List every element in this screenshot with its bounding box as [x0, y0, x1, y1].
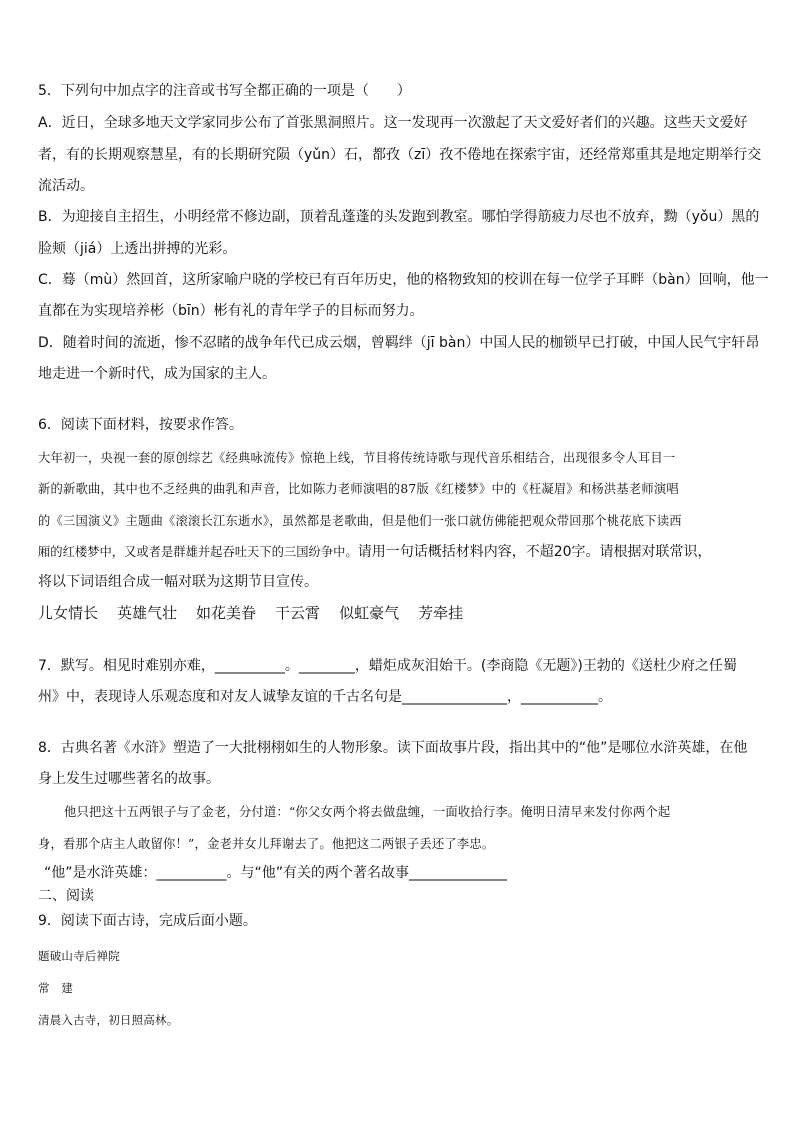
q5-option-a-line1: A．近日，全球多地天文学家同步公布了首张黑洞照片。这一发现再一次激起了天文爱好者们的兴趣。这些天文爱好	[38, 115, 748, 131]
q5-option-d-line1: D．随着时间的流逝，惨不忍睹的战争年代已成云烟，曾羁绊（jī bàn）中国人民的枷锁早已打破，中国人民气宇轩昂	[38, 335, 760, 351]
q5-option-b-line1: B．为迎接自主招生，小明经常不修边副，顶着乱蓬蓬的头发跑到教室。哪怕学得筋疲力尽也不放弃，黝（yǒu）黑的	[38, 209, 760, 225]
answer-blank: ________	[298, 658, 355, 674]
word-option: 如花美眷	[196, 604, 257, 622]
word-option: 干云霄	[275, 604, 321, 622]
q8-stem-line1: 8．古典名著《水浒》塑造了一大批栩栩如生的人物形象。读下面故事片段，指出其中的“他”是哪位水浒英雄，在他	[38, 740, 748, 756]
q5-stem: 5．下列句中加点字的注音或书写全都正确的一项是（ ）	[38, 83, 411, 99]
q8-text: 。与“他”有关的两个著名故事	[226, 865, 410, 881]
section-heading: 二、阅读	[38, 888, 94, 904]
q7-text: 7．默写。相见时难别亦难，	[38, 658, 215, 674]
q7-text: 。	[284, 658, 299, 674]
answer-blank: ______________	[409, 865, 508, 881]
word-option: 芳牵挂	[418, 604, 464, 622]
poem-title: 题破山寺后禅院	[38, 949, 120, 963]
answer-blank: _______________	[402, 689, 507, 705]
q7-line2	[38, 688, 758, 706]
q7-text: ，	[507, 689, 521, 705]
q5-option-c-line2: 直都在为实现培养彬（bīn）彬有礼的青年学子的目标而努力。	[38, 303, 424, 319]
answer-blank: ___________	[521, 689, 598, 705]
word-option: 英雄气壮	[117, 604, 178, 622]
q5-option-a-line3: 流活动。	[38, 178, 94, 194]
q8-excerpt-line2: 身，看那个店主人敢留你！”，金老并女儿拜谢去了。他把这二两银子丢还了李忠。	[38, 837, 495, 851]
q6-material-line1: 大年初一，央视一套的原创综艺《经典咏流传》惊艳上线，节目将传统诗歌与现代音乐相结合，出现很多令人耳目一	[38, 451, 676, 465]
poem-line: 清晨入古寺，初日照高林。	[38, 1013, 179, 1027]
q6-material-line3: 的《三国演义》主题曲《滚滚长江东逝水》，虽然都是老歌曲，但是他们一张口就仿佛能把观众带回那个桃花底下读西	[38, 514, 682, 528]
q6-instruction-line2: 将以下词语组合成一幅对联为这期节目宣传。	[38, 574, 318, 590]
answer-blank: __________	[156, 865, 227, 881]
q6-instruction: 请用一句话概括材料内容，不超20字。请根据对联常识，	[357, 544, 712, 560]
word-option: 似虹豪气	[339, 604, 400, 622]
q7-text: ，蜡炬成灰泪始干。(李商隐《无题》)王勃的《送杜少府之任蜀	[354, 658, 737, 674]
q8-excerpt-line1: 他只把这十五两银子与了金老，分付道：“你父女两个将去做盘缠，一面收拾行李。俺明日清早来发付你两个起	[64, 805, 671, 819]
q5-option-b-line2: 脸颊（jiá）上透出拼搏的光彩。	[38, 241, 237, 257]
q8-answer-line	[44, 864, 758, 882]
q8-stem-line2: 身上发生过哪些著名的故事。	[38, 771, 220, 787]
answer-blank: __________	[214, 658, 285, 674]
q5-option-d-line2: 地走进一个新时代，成为国家的主人。	[38, 366, 276, 382]
q7-text: 。	[598, 689, 612, 705]
q7-text: 州》中，表现诗人乐观态度和对友人诚挚友谊的千古名句是	[38, 689, 402, 705]
q6-material-line4-text: 厢的红楼梦中，又或者是群雄并起吞吐天下的三国纷争中。	[38, 545, 358, 559]
word-option: 儿女情长	[38, 604, 99, 622]
q6-word-options	[38, 604, 758, 623]
q5-option-a-line2: 者，有的长期观察慧星，有的长期研究陨（yǔn）石，都孜（zī）孜不倦地在探索宇宙，还经常郑重其是地定期举行交	[38, 147, 762, 163]
q6-material-line2: 新的新歌曲，其中也不乏经典的曲乳和声音，比如陈力老师演唱的87版《红楼梦》中的《枉凝眉》和杨洪基老师演唱	[38, 482, 679, 496]
q5-option-c-line1: C．蓦（mù）然回首，这所家喻户晓的学校已有百年历史，他的格物致知的校训在每一位学子耳畔（bàn）回响，他一	[38, 272, 769, 288]
q6-material-line4	[38, 543, 758, 561]
q9-stem: 9．阅读下面古诗，完成后面小题。	[38, 913, 257, 929]
q7-line1	[38, 657, 758, 675]
q6-stem: 6．阅读下面材料，按要求作答。	[38, 417, 243, 433]
poem-author: 常 建	[38, 981, 74, 995]
q8-text: “他”是水浒英雄：	[44, 865, 157, 881]
